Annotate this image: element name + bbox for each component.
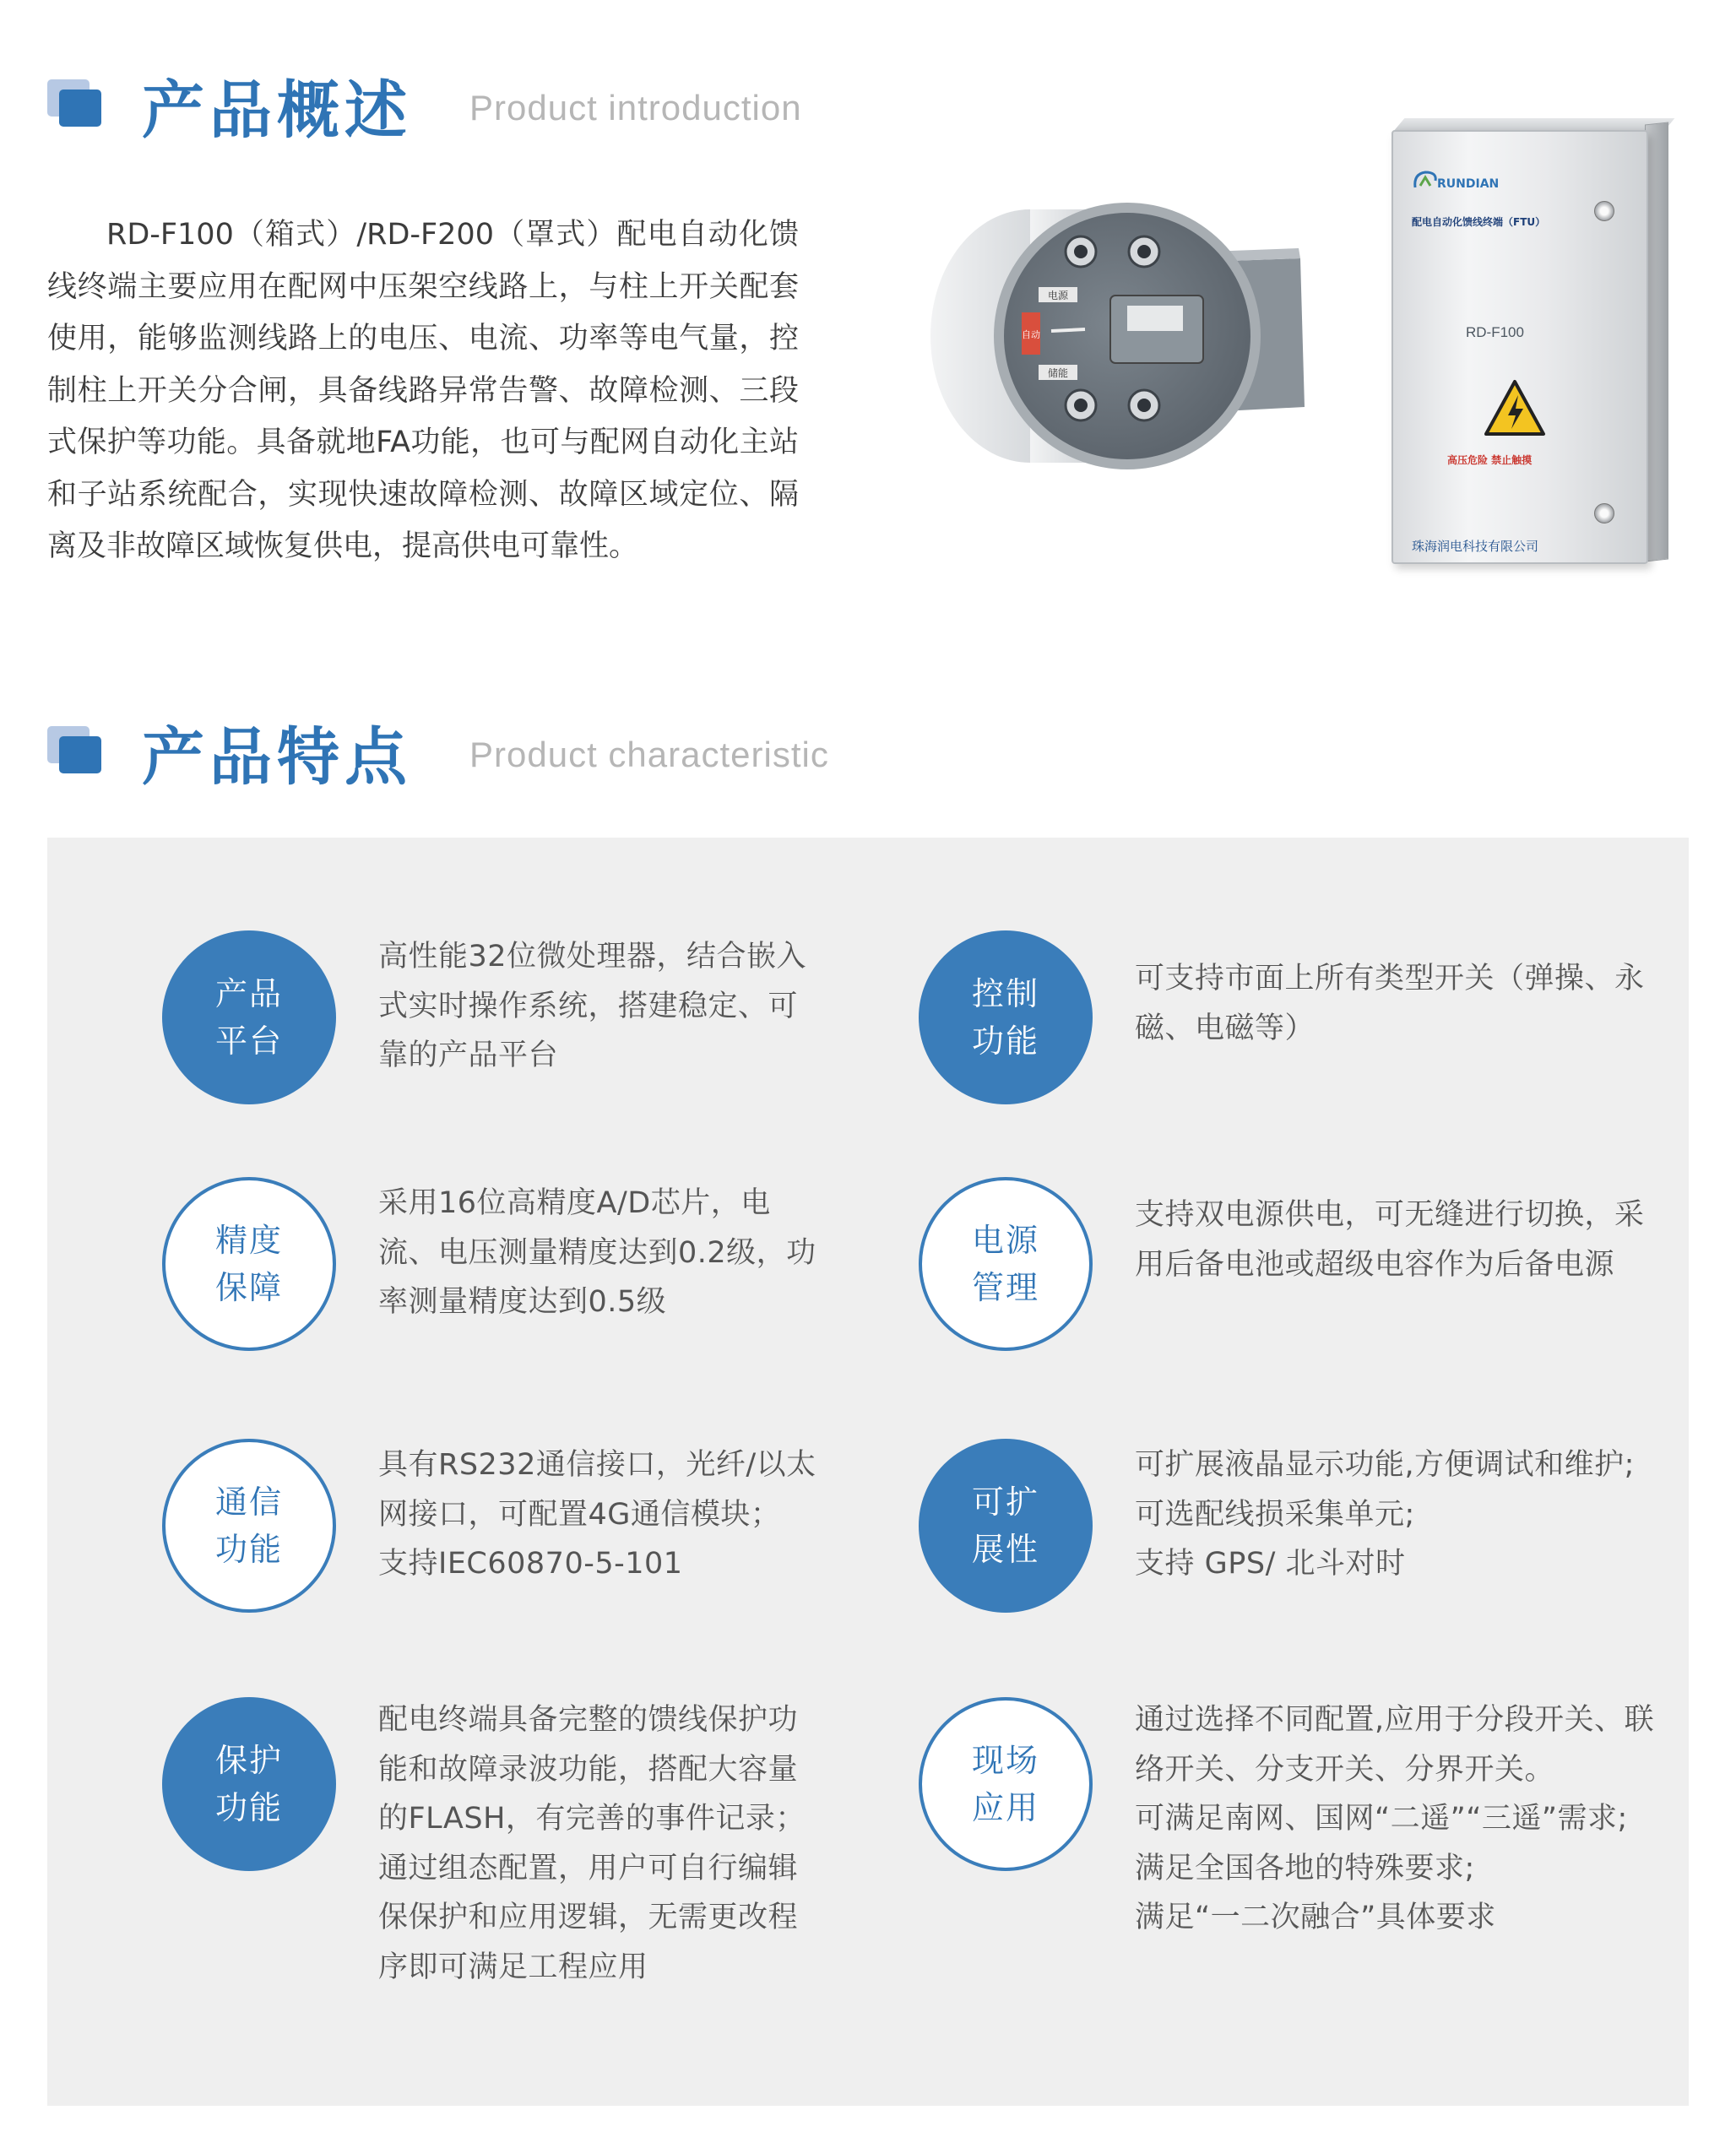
feature-badge: 现场 应用: [919, 1697, 1093, 1871]
section-header-features: [0, 706, 929, 807]
feature-item: [162, 930, 922, 1150]
cabinet-company: 珠海润电科技有限公司: [1412, 539, 1539, 554]
section-header-intro: [0, 59, 929, 160]
cabinet-lock-icon: [1594, 503, 1614, 523]
feature-badge: 控制 功能: [919, 930, 1093, 1104]
cabinet-lock-icon: [1594, 201, 1614, 221]
feature-description: 可支持市面上所有类型开关（弹操、永 磁、电磁等）: [1135, 962, 1645, 1045]
cabinet-warning-text: 高压危险 禁止触摸: [1447, 454, 1533, 466]
features-panel: [47, 838, 1689, 2106]
section-bullet-icon: [47, 79, 103, 135]
feature-description: 支持双电源供电，可无缝进行切换，采 用后备电池或超级电容作为后备电源: [1135, 1198, 1645, 1282]
section-subtitle: Product introduction: [469, 88, 802, 127]
product-image-round-ftu: [903, 186, 1326, 490]
feature-badge: 可扩 展性: [919, 1439, 1093, 1613]
feature-badge: 精度 保障: [162, 1177, 336, 1351]
feature-description: 采用16位高精度A/D芯片，电 流、电压测量精度达到0.2级，功 率测量精度达到0.5级: [378, 1186, 816, 1319]
feature-description: 配电终端具备完整的馈线保护功 能和故障录波功能，搭配大容量 的FLASH，有完善的事件记录； 通过组态配置，用户可自行编辑 保保护和应用逻辑，无需更改程 序即可满足工程应用: [378, 1703, 806, 1984]
product-image-cabinet-ftu: [1385, 118, 1672, 570]
round-label-power: 电源: [1047, 290, 1069, 301]
feature-item: [162, 1439, 922, 1658]
feature-item: [919, 1177, 1679, 1397]
cabinet-brand: RUNDIAN: [1437, 177, 1500, 191]
round-label-auto: 自动: [1022, 329, 1040, 340]
section-bullet-icon: [47, 726, 103, 782]
feature-item: [919, 1697, 1679, 1984]
cabinet-product-name: 配电自动化馈线终端（FTU）: [1412, 216, 1546, 228]
section-subtitle: Product characteristic: [469, 735, 829, 774]
section-title: 产品概述: [142, 74, 412, 147]
feature-description: 具有RS232通信接口，光纤/以太 网接口，可配置4G通信模块； 支持IEC60870-5-101: [378, 1448, 816, 1581]
feature-item: [919, 1439, 1679, 1658]
round-label-energy: 储能: [1047, 367, 1069, 379]
intro-paragraph: RD-F100（箱式）/RD-F200（罩式）配电自动化馈线终端主要应用在配网中压架空线路上，与柱上开关配套使用，能够监测线路上的电压、电流、功率等电气量，控制柱上开关分合闸，具备线路异常告警、故障检测、三段式保护等功能。具备就地FA功能，也可与配网自动化主站和子站系统配合，实现快速故障检测、故障区域定位、隔离及非故障区域恢复供电，提高供电可靠性。: [47, 218, 799, 563]
feature-badge: 保护 功能: [162, 1697, 336, 1871]
section-title: 产品特点: [142, 721, 412, 794]
feature-item: [919, 930, 1679, 1150]
feature-item: [162, 1177, 922, 1397]
feature-description: 高性能32位微处理器，结合嵌入 式实时操作系统，搭建稳定、可 靠的产品平台: [378, 940, 807, 1072]
high-voltage-warning-icon: [1483, 378, 1547, 437]
cabinet-model: RD-F100: [1466, 324, 1524, 340]
cabinet-door: [1392, 130, 1648, 564]
feature-badge: 通信 功能: [162, 1439, 336, 1613]
feature-badge: 产品 平台: [162, 930, 336, 1104]
feature-description: 可扩展液晶显示功能,方便调试和维护; 可选配线损采集单元; 支持 GPS/ 北斗对时: [1135, 1448, 1635, 1581]
feature-item: [162, 1697, 922, 2018]
feature-badge: 电源 管理: [919, 1177, 1093, 1351]
rundian-logo-icon: [1412, 169, 1440, 191]
feature-description: 通过选择不同配置,应用于分段开关、联 络开关、分支开关、分界开关。 可满足南网、国网“二遥”“三遥”需求; 满足全国各地的特殊要求; 满足“一二次融合”具体要求: [1135, 1703, 1655, 1934]
